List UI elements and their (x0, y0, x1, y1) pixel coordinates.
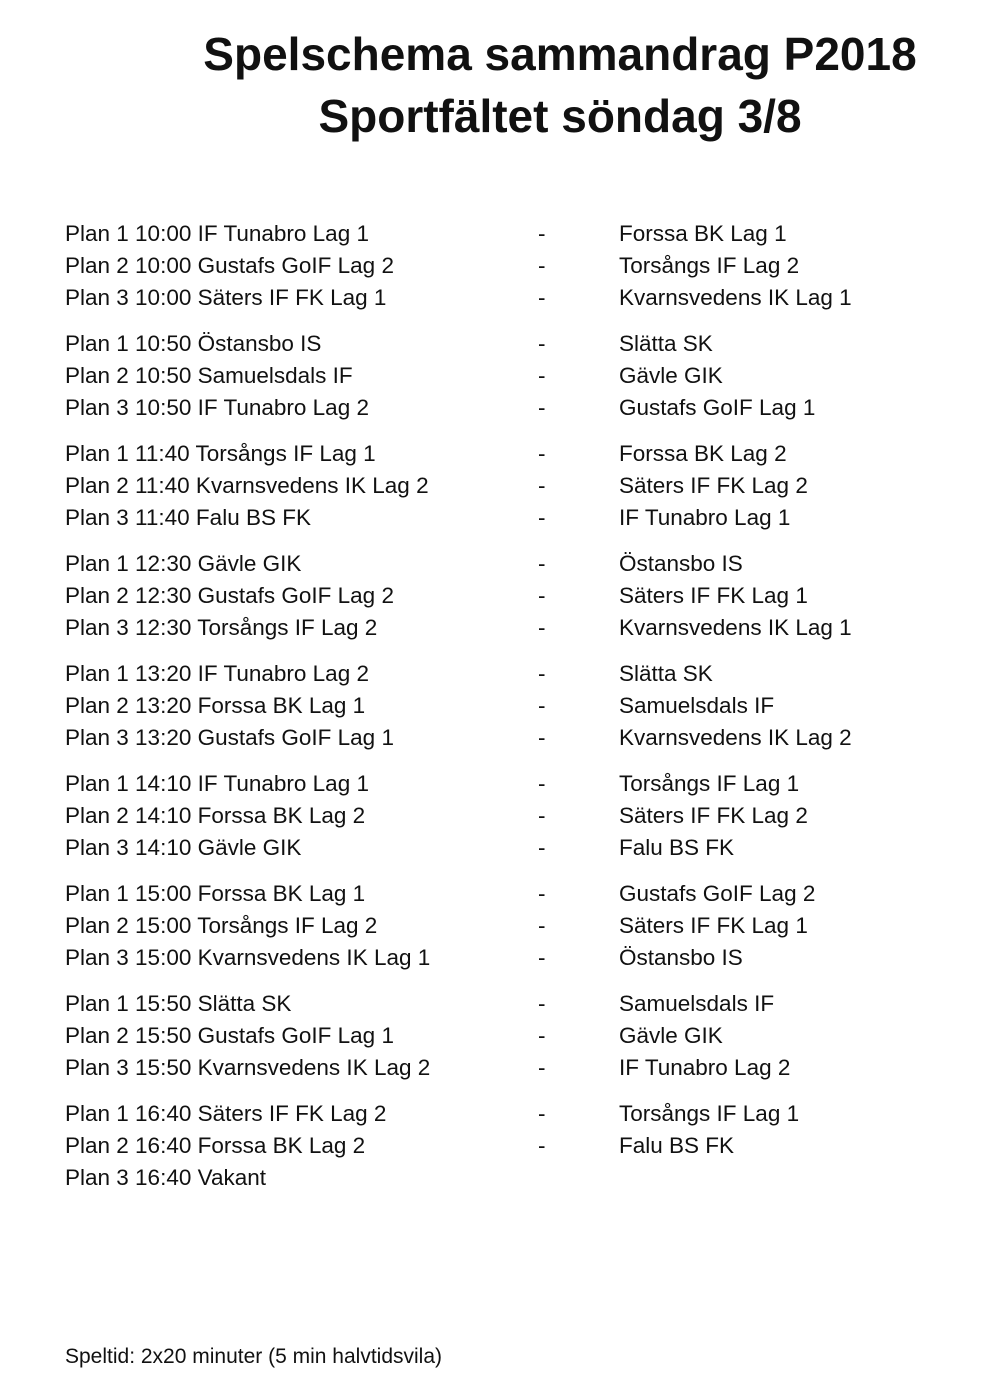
match-row (65, 360, 965, 392)
versus-dash: - (538, 1101, 546, 1126)
match-row (65, 612, 965, 644)
match-away-team: Torsångs IF Lag 1 (619, 1101, 800, 1126)
versus-dash: - (538, 441, 546, 466)
versus-dash: - (538, 803, 546, 828)
match-pitch-time-home-team: Plan 2 15:50 Gustafs GoIF Lag 1 (65, 1023, 394, 1048)
match-pitch-time-home-team: Plan 2 11:40 Kvarnsvedens IK Lag 2 (65, 473, 429, 498)
match-away-team: Falu BS FK (619, 835, 735, 860)
versus-dash: - (538, 881, 546, 906)
match-away-team: Forssa BK Lag 1 (619, 221, 787, 246)
match-pitch-time-home-team: Plan 3 11:40 Falu BS FK (65, 505, 311, 530)
match-pitch-time-home-team: Plan 1 12:30 Gävle GIK (65, 551, 302, 576)
match-away-team: Östansbo IS (619, 551, 743, 576)
match-pitch-time-home-team: Plan 1 15:00 Forssa BK Lag 1 (65, 881, 366, 906)
match-pitch-time-home-team: Plan 2 15:00 Torsångs IF Lag 2 (65, 913, 378, 938)
time-slot-group (65, 988, 965, 1084)
match-row (65, 942, 965, 974)
time-slot-group (65, 438, 965, 534)
time-slot-group (65, 1098, 965, 1194)
match-pitch-time-home-team: Plan 1 14:10 IF Tunabro Lag 1 (65, 771, 369, 796)
match-away-team: Gustafs GoIF Lag 1 (619, 395, 816, 420)
match-away-team: IF Tunabro Lag 1 (619, 505, 791, 530)
match-row (65, 1162, 965, 1194)
match-away-team: Gävle GIK (619, 1023, 723, 1048)
match-row (65, 1020, 965, 1052)
page-subtitle: Sportfältet söndag 3/8 (318, 90, 802, 142)
match-away-team: Samuelsdals IF (619, 693, 775, 718)
versus-dash: - (538, 661, 546, 686)
match-pitch-time-home-team: Plan 1 16:40 Säters IF FK Lag 2 (65, 1101, 387, 1126)
versus-dash: - (538, 221, 546, 246)
match-row (65, 910, 965, 942)
match-pitch-time-home-team: Plan 1 10:00 IF Tunabro Lag 1 (65, 221, 369, 246)
match-away-team: Östansbo IS (619, 945, 743, 970)
versus-dash: - (538, 725, 546, 750)
match-away-team: Forssa BK Lag 2 (619, 441, 787, 466)
match-row (65, 1098, 965, 1130)
versus-dash: - (538, 991, 546, 1016)
match-pitch-time-home-team: Plan 2 10:50 Samuelsdals IF (65, 363, 353, 388)
match-away-team: Slätta SK (619, 331, 713, 356)
versus-dash: - (538, 913, 546, 938)
versus-dash: - (538, 615, 546, 640)
match-row (65, 690, 965, 722)
versus-dash: - (538, 473, 546, 498)
match-row (65, 768, 965, 800)
match-away-team: IF Tunabro Lag 2 (619, 1055, 791, 1080)
versus-dash: - (538, 505, 546, 530)
versus-dash: - (538, 1055, 546, 1080)
versus-dash: - (538, 1023, 546, 1048)
match-pitch-time-home-team: Plan 2 16:40 Forssa BK Lag 2 (65, 1133, 366, 1158)
match-pitch-time-home-team: Plan 3 10:00 Säters IF FK Lag 1 (65, 285, 387, 310)
match-row (65, 722, 965, 754)
versus-dash: - (538, 253, 546, 278)
match-away-team: Kvarnsvedens IK Lag 2 (619, 725, 852, 750)
match-row (65, 282, 965, 314)
match-away-team: Torsångs IF Lag 1 (619, 771, 800, 796)
match-row (65, 438, 965, 470)
match-pitch-time-home-team: Plan 3 10:50 IF Tunabro Lag 2 (65, 395, 369, 420)
match-row (65, 658, 965, 690)
match-duration-note: Speltid: 2x20 minuter (5 min halvtidsvila) (65, 1345, 442, 1368)
match-row (65, 580, 965, 612)
match-row (65, 470, 965, 502)
match-away-team: Slätta SK (619, 661, 713, 686)
match-pitch-time-home-team: Plan 2 14:10 Forssa BK Lag 2 (65, 803, 366, 828)
match-row (65, 328, 965, 360)
versus-dash: - (538, 551, 546, 576)
versus-dash: - (538, 771, 546, 796)
time-slot-group (65, 768, 965, 864)
match-away-team: Kvarnsvedens IK Lag 1 (619, 285, 852, 310)
versus-dash: - (538, 331, 546, 356)
match-away-team: Kvarnsvedens IK Lag 1 (619, 615, 852, 640)
match-away-team: Torsångs IF Lag 2 (619, 253, 800, 278)
match-away-team: Gävle GIK (619, 363, 723, 388)
match-row (65, 548, 965, 580)
match-pitch-time-home-team: Plan 1 11:40 Torsångs IF Lag 1 (65, 441, 376, 466)
match-row (65, 392, 965, 424)
versus-dash: - (538, 395, 546, 420)
match-pitch-time-home-team: Plan 3 12:30 Torsångs IF Lag 2 (65, 615, 378, 640)
match-away-team: Samuelsdals IF (619, 991, 775, 1016)
versus-dash: - (538, 945, 546, 970)
match-pitch-time-home-team: Plan 3 15:00 Kvarnsvedens IK Lag 1 (65, 945, 431, 970)
time-slot-group (65, 218, 965, 314)
time-slot-group (65, 328, 965, 424)
match-away-team: Säters IF FK Lag 2 (619, 473, 808, 498)
match-row (65, 1052, 965, 1084)
match-row (65, 502, 965, 534)
match-pitch-time-home-team: Plan 3 15:50 Kvarnsvedens IK Lag 2 (65, 1055, 431, 1080)
match-row (65, 218, 965, 250)
match-row (65, 988, 965, 1020)
match-row (65, 800, 965, 832)
versus-dash: - (538, 363, 546, 388)
match-pitch-time-home-team: Plan 1 13:20 IF Tunabro Lag 2 (65, 661, 369, 686)
match-pitch-time-home-team: Plan 2 10:00 Gustafs GoIF Lag 2 (65, 253, 394, 278)
match-pitch-time-home-team: Plan 2 13:20 Forssa BK Lag 1 (65, 693, 366, 718)
time-slot-group (65, 878, 965, 974)
match-away-team: Säters IF FK Lag 2 (619, 803, 808, 828)
match-row (65, 878, 965, 910)
versus-dash: - (538, 1133, 546, 1158)
versus-dash: - (538, 285, 546, 310)
match-row (65, 250, 965, 282)
match-away-team: Säters IF FK Lag 1 (619, 583, 808, 608)
match-pitch-time-home-team: Plan 3 13:20 Gustafs GoIF Lag 1 (65, 725, 394, 750)
time-slot-group (65, 548, 965, 644)
match-away-team: Falu BS FK (619, 1133, 735, 1158)
match-pitch-time-home-team: Plan 2 12:30 Gustafs GoIF Lag 2 (65, 583, 394, 608)
versus-dash: - (538, 693, 546, 718)
match-pitch-time-home-team: Plan 3 16:40 Vakant (65, 1165, 266, 1190)
versus-dash: - (538, 583, 546, 608)
match-away-team: Säters IF FK Lag 1 (619, 913, 808, 938)
match-away-team: Gustafs GoIF Lag 2 (619, 881, 816, 906)
match-pitch-time-home-team: Plan 1 15:50 Slätta SK (65, 991, 292, 1016)
match-row (65, 832, 965, 864)
match-row (65, 1130, 965, 1162)
time-slot-group (65, 658, 965, 754)
match-pitch-time-home-team: Plan 1 10:50 Östansbo IS (65, 331, 322, 356)
match-pitch-time-home-team: Plan 3 14:10 Gävle GIK (65, 835, 302, 860)
match-schedule (65, 218, 965, 1208)
page-title: Spelschema sammandrag P2018 (203, 28, 917, 80)
versus-dash: - (538, 835, 546, 860)
